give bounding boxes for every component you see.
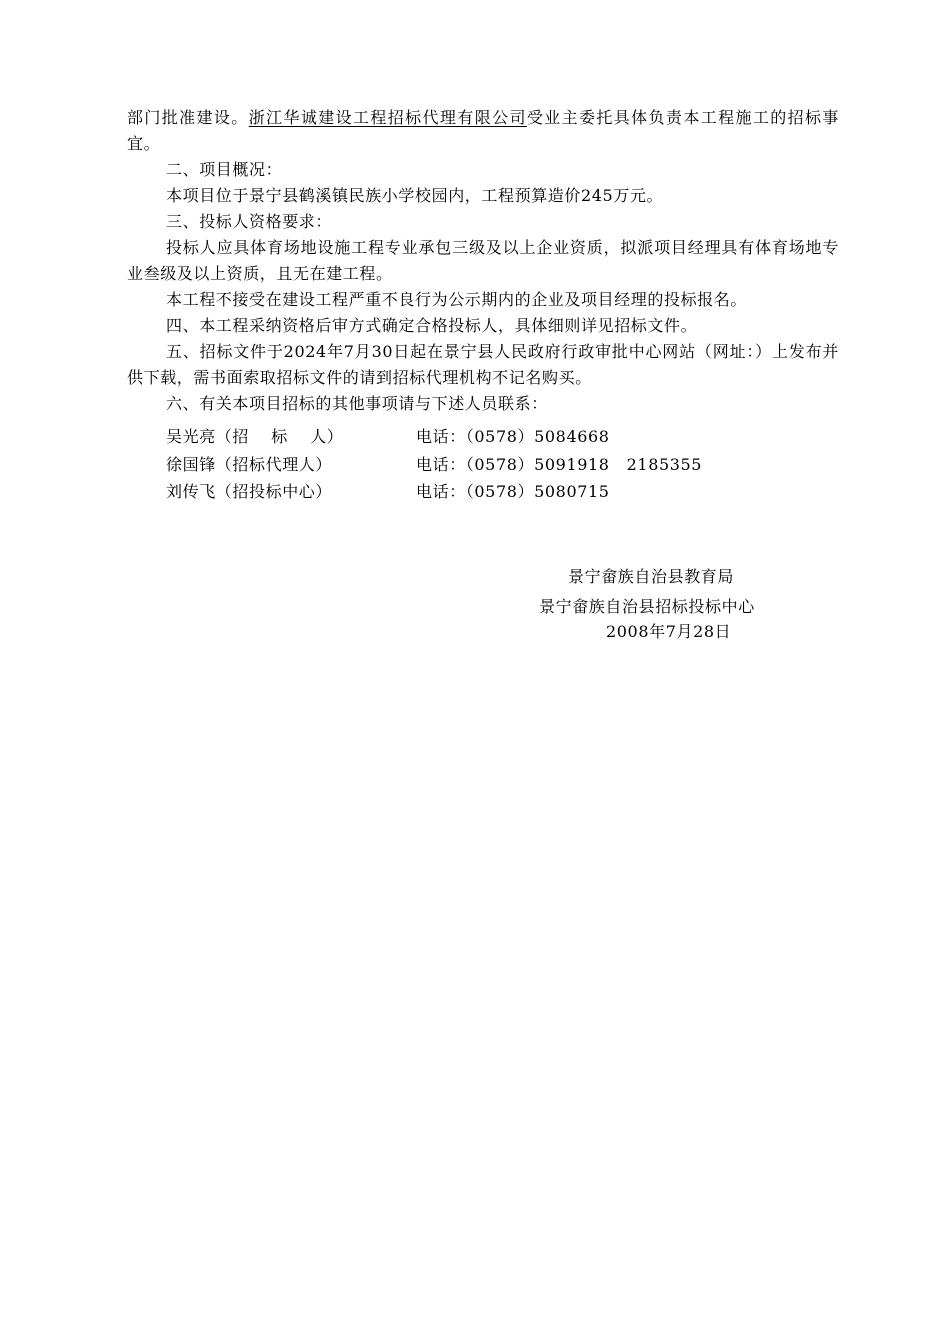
contact-name: 徐国锋（招标代理人） [166, 455, 333, 474]
section-5-paragraph: 五、招标文件于2024年7月30日起在景宁县人民政府行政审批中心网站（网址：）上发布并供下载，需书面索取招标文件的请到招标代理机构不记名购买。 [127, 342, 839, 387]
section-3-body-qualification: 投标人应具体育场地设施工程专业承包三级及以上企业资质，拟派项目经理具有体育场地专业叁级及以上资质，且无在建工程。 [127, 238, 839, 283]
agency-company-link[interactable]: 浙江华诚建设工程招标代理有限公司 [248, 108, 527, 127]
signature-date: 2008年7月28日 [606, 622, 732, 641]
signature-org-bidding-center: 景宁畲族自治县招标投标中心 [539, 597, 755, 616]
section-2-body: 本项目位于景宁县鹤溪镇民族小学校园内，工程预算造价245万元。 [166, 186, 664, 205]
contact-row [127, 423, 839, 451]
contact-row [127, 479, 839, 505]
intro-prefix: 部门批准建设。 [127, 108, 249, 127]
contact-phone: 电话：（0578）5091918 2185355 [416, 455, 703, 474]
signature-org-education-bureau: 景宁畲族自治县教育局 [568, 567, 735, 586]
contact-name: 刘传飞（招投标中心） [166, 482, 333, 501]
document-body [127, 105, 839, 505]
intro-paragraph [127, 105, 839, 157]
contact-phone: 电话：（0578）5080715 [416, 482, 610, 501]
section-3-heading: 三、投标人资格要求： [166, 212, 333, 231]
section-6-heading: 六、有关本项目招标的其他事项请与下述人员联系： [166, 394, 548, 413]
section-4-paragraph: 四、本工程采纳资格后审方式确定合格投标人，具体细则详见招标文件。 [166, 316, 698, 335]
section-2-heading: 二、项目概况： [166, 160, 283, 179]
signature-block [530, 562, 810, 642]
contact-list [127, 423, 839, 505]
contact-row [127, 451, 839, 479]
contact-phone: 电话：（0578）5084668 [416, 427, 610, 446]
section-3-body-exclusion: 本工程不接受在建设工程严重不良行为公示期内的企业及项目经理的投标报名。 [166, 290, 748, 309]
contact-name: 吴光亮（招 标 人） [166, 427, 344, 446]
intro-suffix: 受业主委托具体负责本工程施工的招标事宜。 [127, 108, 839, 153]
